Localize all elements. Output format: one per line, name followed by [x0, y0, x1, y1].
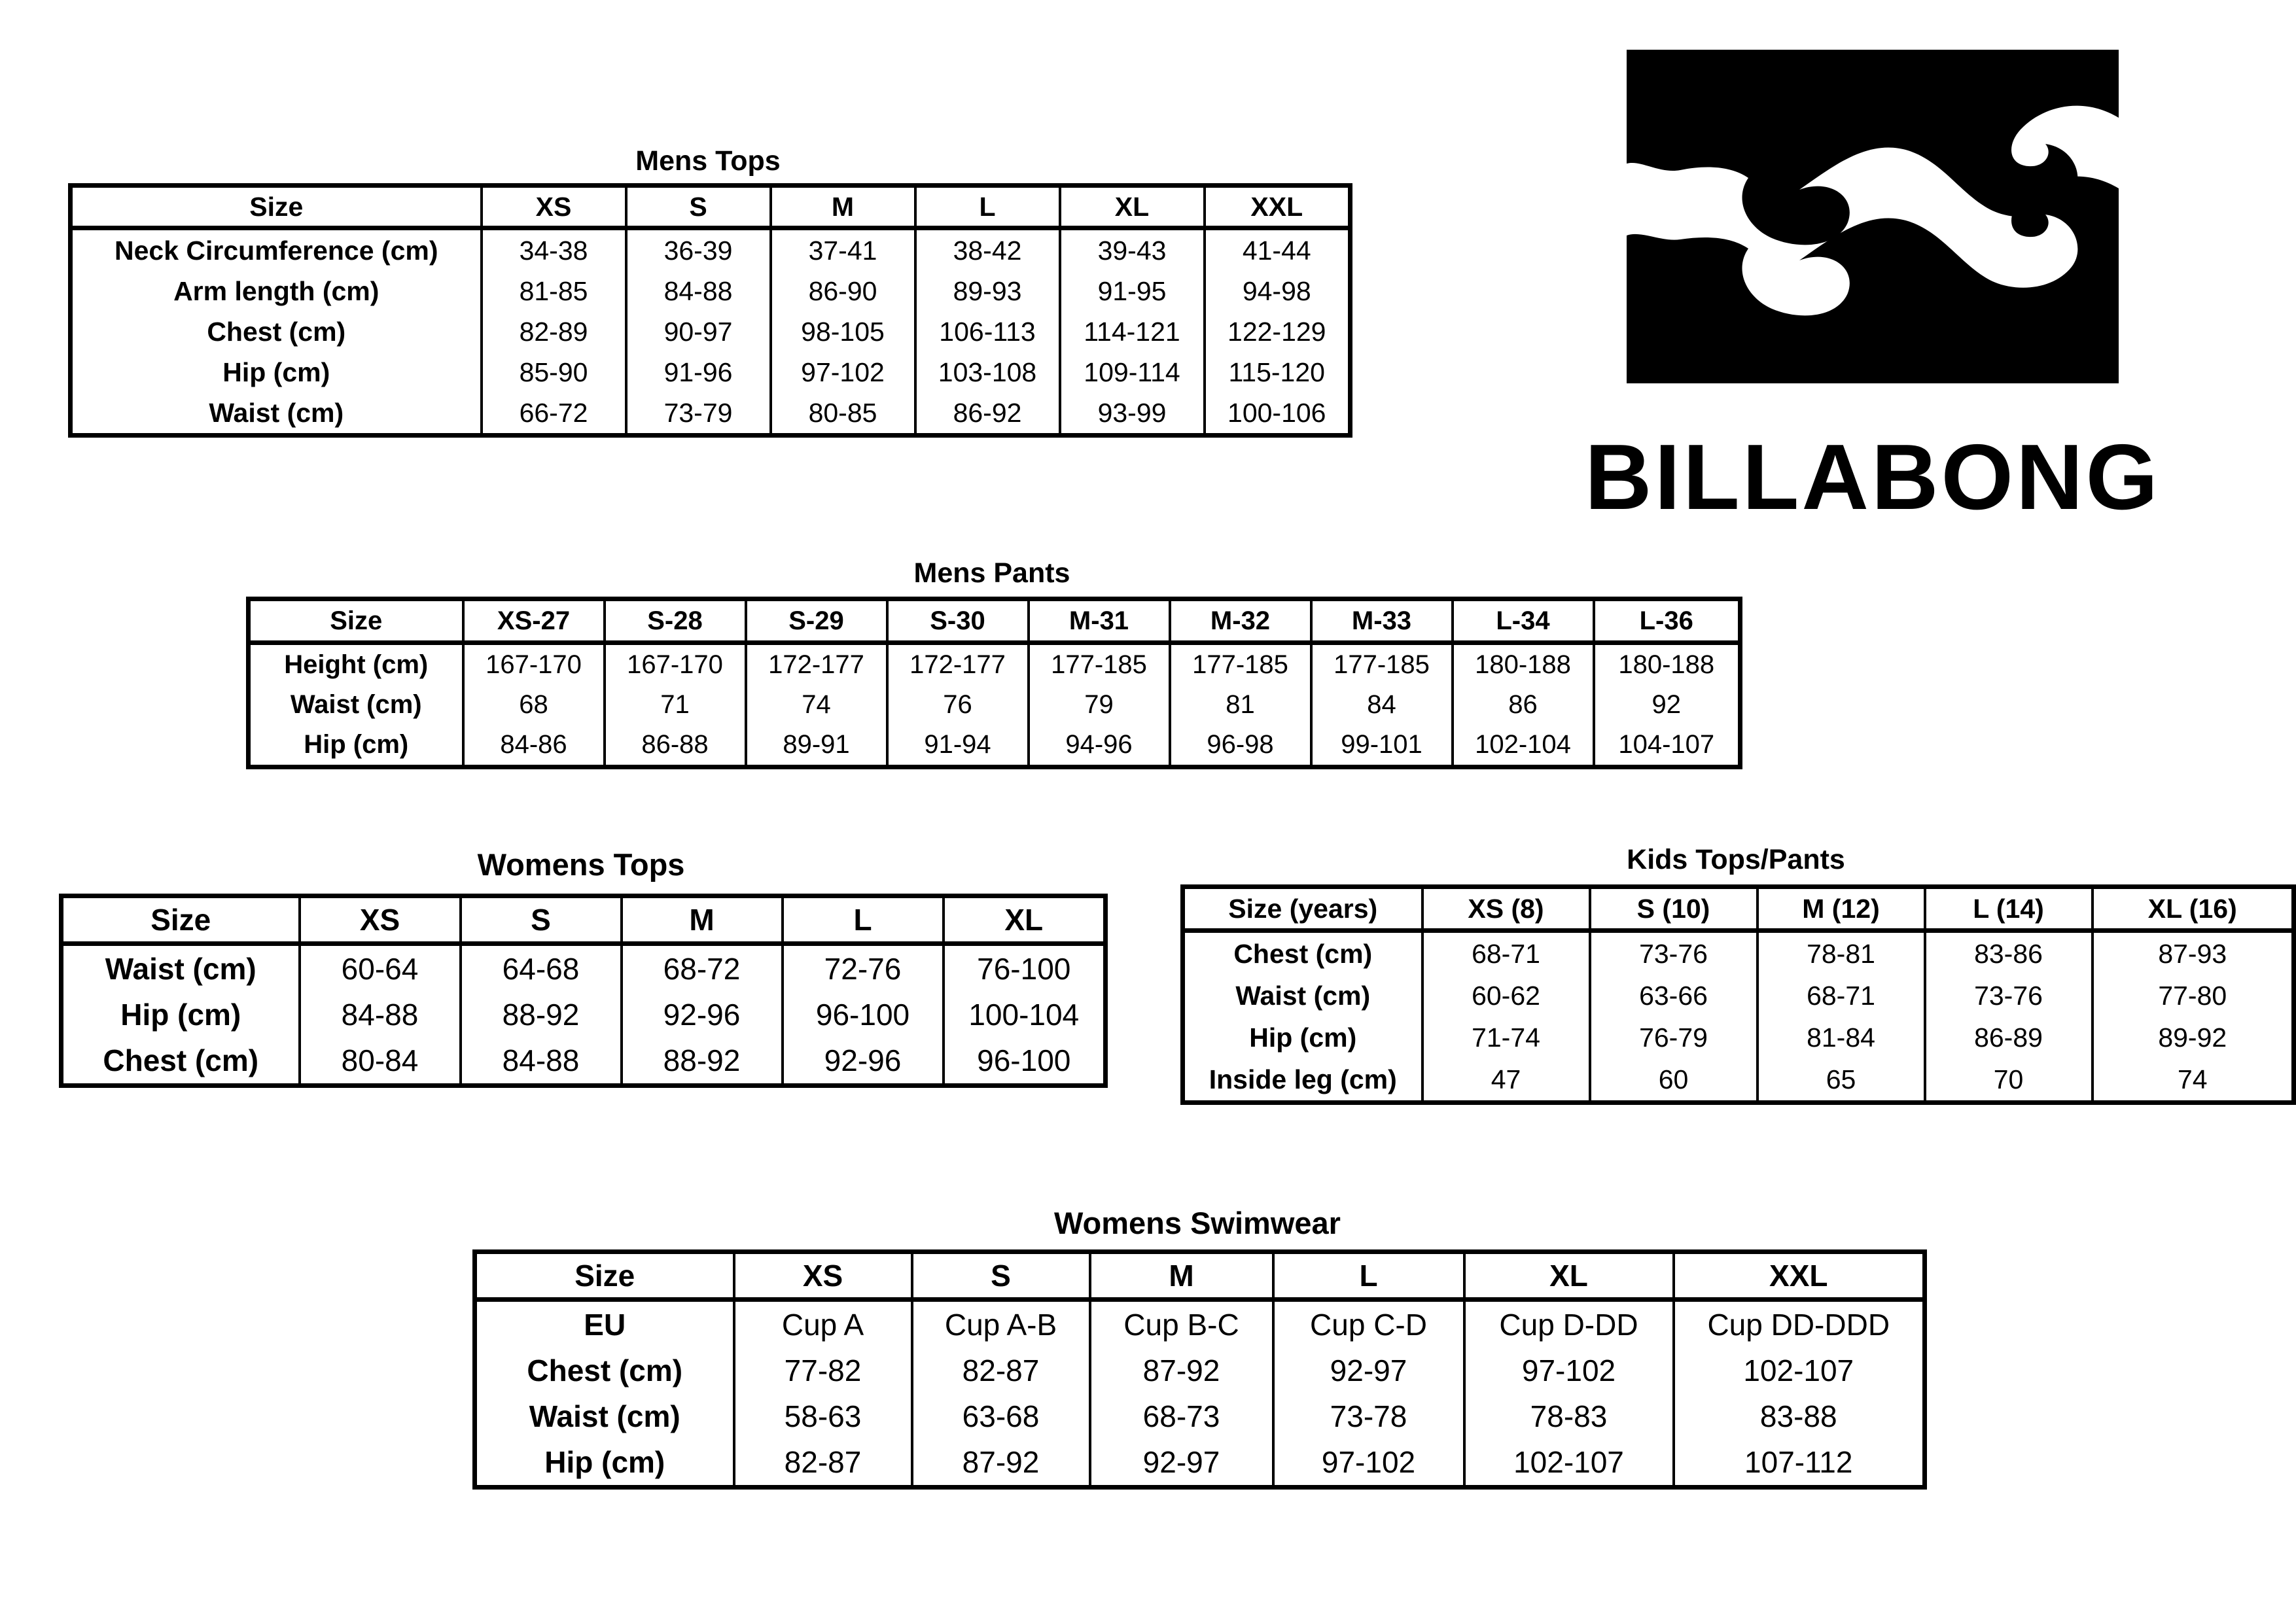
- mens-tops-table: [68, 183, 1352, 438]
- table-cell: 76-79: [1590, 1017, 1757, 1058]
- table-cell: 100-104: [944, 992, 1106, 1038]
- table-cell: 92-97: [1273, 1348, 1464, 1393]
- table-row: [71, 228, 1351, 271]
- header-cell: L-36: [1594, 599, 1740, 643]
- table-cell: 98-105: [771, 311, 915, 352]
- table-cell: 93-99: [1060, 393, 1205, 436]
- table-row: [71, 311, 1351, 352]
- table-header-row: [62, 896, 1106, 944]
- womens-tops-title: Womens Tops: [477, 847, 685, 882]
- table-cell: Cup D-DD: [1464, 1300, 1674, 1348]
- header-cell: M: [771, 186, 915, 228]
- header-cell: S (10): [1590, 887, 1757, 931]
- billabong-wordmark: [1584, 425, 2161, 529]
- table-cell: Cup DD-DDD: [1674, 1300, 1925, 1348]
- womens-swimwear-title: Womens Swimwear: [1054, 1206, 1341, 1240]
- mens-tops-title: Mens Tops: [635, 145, 781, 177]
- header-cell: XS (8): [1422, 887, 1590, 931]
- mens-pants-title: Mens Pants: [913, 557, 1070, 589]
- table-cell: Cup A: [734, 1300, 912, 1348]
- row-label: Inside leg (cm): [1183, 1058, 1422, 1103]
- mens-pants-table: [246, 597, 1742, 769]
- header-cell: M-33: [1311, 599, 1453, 643]
- header-cell: Size: [62, 896, 300, 944]
- table-cell: 84-88: [461, 1038, 622, 1086]
- kids-table: [1180, 884, 2296, 1105]
- table-cell: 167-170: [605, 643, 746, 686]
- table-cell: 64-68: [461, 944, 622, 992]
- table-cell: 71-74: [1422, 1017, 1590, 1058]
- table-row: [475, 1439, 1925, 1488]
- table-cell: 90-97: [626, 311, 771, 352]
- table-cell: 96-100: [944, 1038, 1106, 1086]
- table-cell: 63-66: [1590, 975, 1757, 1017]
- table-cell: 73-76: [1925, 975, 2093, 1017]
- table-row: [62, 1038, 1106, 1086]
- table-cell: 89-93: [915, 271, 1060, 311]
- table-header-row: [475, 1252, 1925, 1300]
- table-cell: 78-83: [1464, 1393, 1674, 1439]
- table-cell: 80-84: [300, 1038, 461, 1086]
- table-cell: 180-188: [1594, 643, 1740, 686]
- row-label: Hip (cm): [62, 992, 300, 1038]
- table-cell: 84: [1311, 685, 1453, 725]
- table-cell: 82-87: [734, 1439, 912, 1488]
- table-cell: 73-78: [1273, 1393, 1464, 1439]
- table-cell: 86-90: [771, 271, 915, 311]
- table-cell: 77-82: [734, 1348, 912, 1393]
- table-cell: 76-100: [944, 944, 1106, 992]
- table-cell: 122-129: [1205, 311, 1351, 352]
- table-cell: 87-93: [2093, 931, 2294, 975]
- table-cell: 81-84: [1757, 1017, 1925, 1058]
- header-cell: XXL: [1205, 186, 1351, 228]
- table-cell: 83-88: [1674, 1393, 1925, 1439]
- table-cell: 78-81: [1757, 931, 1925, 975]
- table-cell: 177-185: [1170, 643, 1311, 686]
- header-cell: XS: [300, 896, 461, 944]
- header-cell: XL: [1464, 1252, 1674, 1300]
- table-cell: 97-102: [1464, 1348, 1674, 1393]
- header-cell: XS: [482, 186, 626, 228]
- table-cell: 109-114: [1060, 352, 1205, 393]
- table-cell: 60-62: [1422, 975, 1590, 1017]
- table-row: [71, 352, 1351, 393]
- header-cell: M (12): [1757, 887, 1925, 931]
- row-label: Hip (cm): [475, 1439, 734, 1488]
- row-label: Waist (cm): [1183, 975, 1422, 1017]
- table-row: [62, 944, 1106, 992]
- header-cell: S: [912, 1252, 1090, 1300]
- table-cell: 96-98: [1170, 725, 1311, 767]
- table-cell: 58-63: [734, 1393, 912, 1439]
- womens-swimwear-table: [472, 1249, 1927, 1490]
- header-cell: S-29: [746, 599, 887, 643]
- table-cell: 96-100: [783, 992, 944, 1038]
- header-cell: S-30: [887, 599, 1029, 643]
- table-cell: 172-177: [746, 643, 887, 686]
- header-cell: S-28: [605, 599, 746, 643]
- table-cell: Cup C-D: [1273, 1300, 1464, 1348]
- header-cell: XL: [944, 896, 1106, 944]
- header-cell: S: [461, 896, 622, 944]
- table-cell: 89-91: [746, 725, 887, 767]
- table-cell: 114-121: [1060, 311, 1205, 352]
- table-cell: 37-41: [771, 228, 915, 271]
- table-cell: 91-96: [626, 352, 771, 393]
- header-cell: XXL: [1674, 1252, 1925, 1300]
- table-cell: 88-92: [622, 1038, 783, 1086]
- table-cell: 102-107: [1464, 1439, 1674, 1488]
- table-cell: 172-177: [887, 643, 1029, 686]
- header-cell: M-31: [1029, 599, 1170, 643]
- table-cell: 99-101: [1311, 725, 1453, 767]
- header-cell: L: [1273, 1252, 1464, 1300]
- table-cell: 65: [1757, 1058, 1925, 1103]
- table-row: [475, 1348, 1925, 1393]
- header-cell: XL (16): [2093, 887, 2294, 931]
- table-cell: 104-107: [1594, 725, 1740, 767]
- table-row: [62, 992, 1106, 1038]
- header-cell: XS: [734, 1252, 912, 1300]
- row-label: EU: [475, 1300, 734, 1348]
- table-header-row: [249, 599, 1740, 643]
- table-cell: 63-68: [912, 1393, 1090, 1439]
- table-cell: 94-98: [1205, 271, 1351, 311]
- row-label: Waist (cm): [71, 393, 482, 436]
- table-cell: 82-87: [912, 1348, 1090, 1393]
- table-cell: 92-96: [783, 1038, 944, 1086]
- table-row: [475, 1393, 1925, 1439]
- table-cell: 94-96: [1029, 725, 1170, 767]
- table-cell: 72-76: [783, 944, 944, 992]
- row-label: Waist (cm): [62, 944, 300, 992]
- table-cell: 73-79: [626, 393, 771, 436]
- row-label: Neck Circumference (cm): [71, 228, 482, 271]
- table-cell: 47: [1422, 1058, 1590, 1103]
- table-cell: 34-38: [482, 228, 626, 271]
- table-cell: 86-89: [1925, 1017, 2093, 1058]
- table-cell: 71: [605, 685, 746, 725]
- table-row: [249, 685, 1740, 725]
- table-cell: 167-170: [463, 643, 605, 686]
- header-cell: M: [1090, 1252, 1273, 1300]
- table-cell: 77-80: [2093, 975, 2294, 1017]
- row-label: Waist (cm): [475, 1393, 734, 1439]
- table-row: [1183, 975, 2294, 1017]
- header-cell: L-34: [1453, 599, 1594, 643]
- table-cell: 87-92: [1090, 1348, 1273, 1393]
- table-cell: 100-106: [1205, 393, 1351, 436]
- table-header-row: [1183, 887, 2294, 931]
- table-cell: 106-113: [915, 311, 1060, 352]
- table-row: [1183, 931, 2294, 975]
- table-row: [71, 393, 1351, 436]
- billabong-logo: [1584, 50, 2161, 529]
- header-cell: XL: [1060, 186, 1205, 228]
- row-label: Hip (cm): [71, 352, 482, 393]
- table-cell: 102-104: [1453, 725, 1594, 767]
- table-cell: 41-44: [1205, 228, 1351, 271]
- table-cell: 60-64: [300, 944, 461, 992]
- table-cell: 82-89: [482, 311, 626, 352]
- table-cell: 92-96: [622, 992, 783, 1038]
- header-cell: Size: [475, 1252, 734, 1300]
- table-cell: 107-112: [1674, 1439, 1925, 1488]
- womens-tops-table: [59, 894, 1108, 1088]
- header-cell: S: [626, 186, 771, 228]
- header-cell: L: [783, 896, 944, 944]
- table-cell: 70: [1925, 1058, 2093, 1103]
- table-cell: Cup A-B: [912, 1300, 1090, 1348]
- row-label: Chest (cm): [62, 1038, 300, 1086]
- table-cell: 102-107: [1674, 1348, 1925, 1393]
- table-cell: 68-72: [622, 944, 783, 992]
- table-header-row: [71, 186, 1351, 228]
- table-cell: 97-102: [1273, 1439, 1464, 1488]
- table-cell: 81: [1170, 685, 1311, 725]
- table-cell: Cup B-C: [1090, 1300, 1273, 1348]
- table-cell: 74: [2093, 1058, 2294, 1103]
- table-cell: 68-73: [1090, 1393, 1273, 1439]
- table-cell: 84-86: [463, 725, 605, 767]
- table-cell: 89-92: [2093, 1017, 2294, 1058]
- row-label: Chest (cm): [475, 1348, 734, 1393]
- table-cell: 84-88: [626, 271, 771, 311]
- table-cell: 86: [1453, 685, 1594, 725]
- table-cell: 66-72: [482, 393, 626, 436]
- table-cell: 38-42: [915, 228, 1060, 271]
- table-cell: 36-39: [626, 228, 771, 271]
- table-cell: 85-90: [482, 352, 626, 393]
- table-cell: 68-71: [1422, 931, 1590, 975]
- header-cell: M: [622, 896, 783, 944]
- header-cell: M-32: [1170, 599, 1311, 643]
- table-cell: 84-88: [300, 992, 461, 1038]
- header-cell: L (14): [1925, 887, 2093, 931]
- row-label: Arm length (cm): [71, 271, 482, 311]
- table-cell: 88-92: [461, 992, 622, 1038]
- header-cell: Size (years): [1183, 887, 1422, 931]
- table-cell: 92-97: [1090, 1439, 1273, 1488]
- table-cell: 92: [1594, 685, 1740, 725]
- table-row: [71, 271, 1351, 311]
- table-cell: 74: [746, 685, 887, 725]
- table-cell: 115-120: [1205, 352, 1351, 393]
- table-cell: 68: [463, 685, 605, 725]
- table-cell: 80-85: [771, 393, 915, 436]
- table-cell: 177-185: [1311, 643, 1453, 686]
- table-cell: 91-95: [1060, 271, 1205, 311]
- table-cell: 97-102: [771, 352, 915, 393]
- header-cell: Size: [249, 599, 463, 643]
- table-row: [249, 643, 1740, 686]
- table-cell: 81-85: [482, 271, 626, 311]
- table-cell: 87-92: [912, 1439, 1090, 1488]
- table-cell: 79: [1029, 685, 1170, 725]
- wave-logo-icon: [1627, 50, 2119, 383]
- table-cell: 68-71: [1757, 975, 1925, 1017]
- row-label: Hip (cm): [249, 725, 463, 767]
- kids-title: Kids Tops/Pants: [1627, 844, 1845, 875]
- row-label: Chest (cm): [71, 311, 482, 352]
- header-cell: Size: [71, 186, 482, 228]
- table-cell: 180-188: [1453, 643, 1594, 686]
- row-label: Chest (cm): [1183, 931, 1422, 975]
- header-cell: XS-27: [463, 599, 605, 643]
- table-row: [1183, 1058, 2294, 1103]
- row-label: Hip (cm): [1183, 1017, 1422, 1058]
- table-cell: 177-185: [1029, 643, 1170, 686]
- table-cell: 83-86: [1925, 931, 2093, 975]
- table-cell: 91-94: [887, 725, 1029, 767]
- row-label: Waist (cm): [249, 685, 463, 725]
- row-label: Height (cm): [249, 643, 463, 686]
- table-cell: 73-76: [1590, 931, 1757, 975]
- table-cell: 39-43: [1060, 228, 1205, 271]
- table-cell: 76: [887, 685, 1029, 725]
- table-row: [1183, 1017, 2294, 1058]
- header-cell: L: [915, 186, 1060, 228]
- table-row: [475, 1300, 1925, 1348]
- table-cell: 103-108: [915, 352, 1060, 393]
- table-cell: 60: [1590, 1058, 1757, 1103]
- table-cell: 86-92: [915, 393, 1060, 436]
- table-row: [249, 725, 1740, 767]
- svg-text:BILLABONG: BILLABONG: [1584, 425, 2161, 529]
- table-cell: 86-88: [605, 725, 746, 767]
